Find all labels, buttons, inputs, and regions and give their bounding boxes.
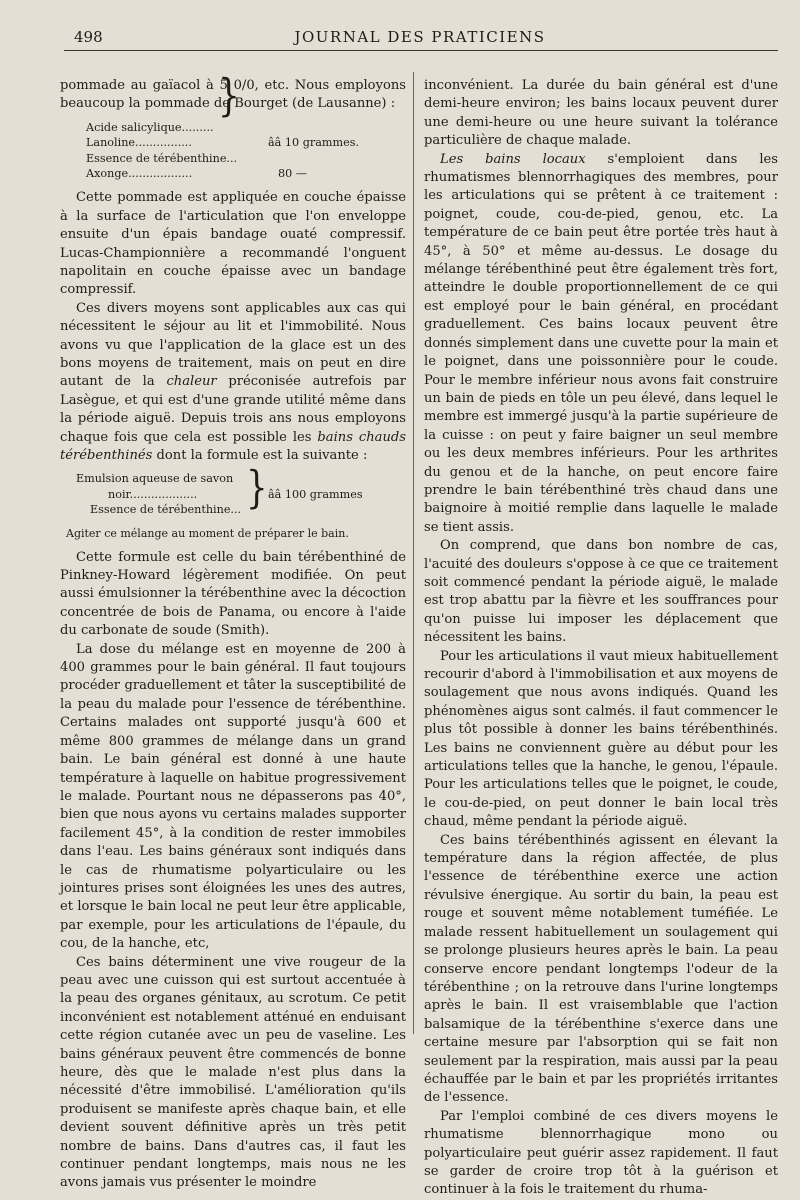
paragraph: Cette pommade est appliquée en couche épaisse à la surface de l'articulation que l'on enveloppe ensuite d'un épais bandage ouaté compressif. Lucas-Championnière a recommandé l'onguent napolitain en couche épaisse avec un bandage compressif. bbox=[60, 190, 406, 298]
italic-term: chaleur bbox=[166, 374, 217, 390]
recipe-line: Acide salicylique......... bbox=[86, 120, 214, 134]
recipe-line: Essence de térébenthine... bbox=[86, 151, 238, 165]
paragraph: pommade au gaïacol à 5 0/0, etc. Nous employons beaucoup la pommade de Bourget (de Lausanne) : bbox=[60, 78, 406, 112]
recipe-line: noir................... bbox=[108, 487, 198, 501]
recipe-line: Emulsion aqueuse de savon bbox=[76, 472, 234, 486]
text-run: préconisée autrefois par Lasègue, et qui est d'une grande utilité même dans la période aiguë. Depuis trois ans nous employons chaque fois que cela est possible les bbox=[60, 374, 406, 445]
paragraph bbox=[60, 300, 406, 466]
text-run: s'emploient dans les rhumatismes blennorrhagiques des membres, pour les articulations qui se prêtent à ce traitement : poignet, coude, cou-de-pied, genou, etc. La température de ce bain peut être portée très haut à 45°, à 50° et même au-dessus. Le dosage du mélange térébenthiné peut être également très fort, atteindre le double proportionnellement de ce qui est employé pour le bain général, en procédant graduellement. Ces bains locaux peuvent être donnés simplement dans une cuvette pour la main et le poignet, dans une poissonnière pour le coude. Pour le membre inférieur nous avons fait construire un bain de pieds en tôle un peu élevé, dans lequel le membre est immergé jusqu'à la partie supérieure de la cuisse : on peut y faire baigner un seul membre ou les deux membres inférieurs. Pour les arthrites du genou et de la hanche, on peut encore faire prendre le bain térébenthiné très chaud dans une baignoire à moitié remplie dans laquelle le malade se tient assis. bbox=[424, 151, 778, 535]
recipe-line: Lanoline................ bbox=[86, 136, 192, 150]
text-run: Ces divers moyens sont applicables aux cas qui nécessitent le séjour au lit et l'immobilité. Nous avons vu que l'application de la glace est un des bons moyens de traitement, mais on peut en dire autant de la bbox=[60, 300, 406, 390]
text-run: dont la formule est la suivante : bbox=[152, 448, 368, 464]
paragraph: Ces bains déterminent une vive rougeur de la peau avec une cuisson qui est surtout accentuée à la peau des organes génitaux, au scrotum. Ce petit inconvénient est notablement atténué en enduisant cette région cutanée avec un peu de vaseline. Les bains généraux peuvent être commencés de bonne heure, dès que le malade n'est plus dans la nécessité d'être immobilisé. L'amélioration qu'ils produisent se manifeste après chaque bain, et elle devient souvent définitive après un très petit nombre de bains. Dans d'autres cas, il faut les continuer pendant longtemps, mais nous ne les avons jamais vus présenter le moindre bbox=[60, 954, 406, 1191]
brace-symbol: } bbox=[218, 70, 240, 122]
paragraph: La dose du mélange est en moyenne de 200 à 400 grammes pour le bain général. Il faut toujours procéder graduellement et tâter la susceptibilité de la peau du malade pour l'essence de térébenthine. Certains malades ont supporté jusqu'à 600 et même 800 grammes de mélange dans un grand bain. Le bain général est donné à une haute température à laquelle on habitue progressivement le malade. Pourtant nous ne dépasserons pas 40°, bien que nous ayons vu certains malades supporter facilement 45°, à la condition de rester immobiles dans l'eau. Les bains généraux sont indiqués dans le cas de rhumatisme polyarticulaire ou les jointures prises sont éloignées les unes des autres, et lorsque le bain local ne peut leur être applicable, par exemple, pour les articulations de l'épaule, du cou, de la hanche, etc, bbox=[60, 641, 406, 952]
left-column bbox=[60, 70, 406, 1193]
page-header bbox=[64, 24, 776, 50]
journal-title: JOURNAL DES PRATICIENS bbox=[294, 28, 546, 46]
paragraph: Par l'emploi combiné de ces divers moyens le rhumatisme blennorrhagique mono ou polyarticulaire peut guérir assez rapidement. Il faut se garder de croire trop tôt à la guérison et continuer à la fois le traitement du rhuma- bbox=[424, 1108, 778, 1198]
page-number: 498 bbox=[74, 28, 103, 46]
paragraph: Pour les articulations il vaut mieux habituellement recourir d'abord à l'immobilisation et aux moyens de soulagement que nous avons indiqués. Quand les phénomènes aigus sont calmés. il faut commencer le plus tôt possible à donner les bains térébenthinés. Les bains ne conviennent guère au début pour les articulations telles que la hanche, le genou, l'épaule. Pour les articulations telles que le poignet, le coude, le cou-de-pied, on peut donner le bain local très chaud, même pendant la période aiguë. bbox=[424, 648, 778, 830]
paragraph: Cette formule est celle du bain térébenthiné de Pinkney-Howard légèrement modifiée. On peut aussi émulsionner la térébenthine avec la décoction concentrée de bois de Panama, ou encore à l'aide du carbonate de soude (Smith). bbox=[60, 549, 406, 639]
right-column bbox=[424, 77, 778, 1200]
recipe-amount: ââ 10 grammes. bbox=[268, 136, 360, 150]
paragraph bbox=[424, 151, 778, 538]
recipe-bain bbox=[76, 462, 406, 517]
paragraph: Ces bains térébenthinés agissent en élevant la température dans la région affectée, de plus l'essence de térébenthine exerce une action révulsive énergique. Au sortir du bain, la peau est rouge et souvent même notablement tuméfiée. Le malade ressent habituellement un soulagement qui se prolonge plusieurs heures après le bain. La peau conserve encore pendant longtemps l'odeur de la térébenthine ; on la retrouve dans l'urine longtemps après le bain. Il est vraisemblable que l'action balsamique de la térébenthine s'exerce dans une certaine mesure par l'absorption qui se fait non seulement par la respiration, mais aussi par la peau échauffée par le bain et par les propriétés irritantes de l'essence. bbox=[424, 832, 778, 1106]
recipe-amount: 80 — bbox=[278, 166, 307, 180]
column-divider bbox=[413, 72, 414, 1034]
recipe-line: Essence de térébenthine... bbox=[90, 503, 242, 517]
paragraph: On comprend, que dans bon nombre de cas, l'acuité des douleurs s'oppose à ce que ce traitement soit commencé pendant la période aiguë, le malade est trop abattu par la fièvre et les souffrances pour qu'on puisse lui imposer les déplacement que nécessitent les bains. bbox=[424, 538, 778, 646]
recipe-line: Axonge.................. bbox=[86, 166, 193, 180]
italic-term: Les bains locaux bbox=[440, 151, 586, 167]
italic-term: bains chauds térébenthinés bbox=[60, 429, 406, 464]
recipe-amount: ââ 100 grammes bbox=[268, 487, 363, 501]
paragraph: inconvénient. La durée du bain général est d'une demi-heure environ; les bains locaux peuvent durer une demi-heure ou une heure suivant la tolérance particulière de chaque malade. bbox=[424, 78, 778, 149]
recipe-note: Agiter ce mélange au moment de préparer le bain. bbox=[66, 526, 349, 540]
brace-symbol: } bbox=[246, 462, 268, 515]
header-rule bbox=[64, 50, 778, 51]
